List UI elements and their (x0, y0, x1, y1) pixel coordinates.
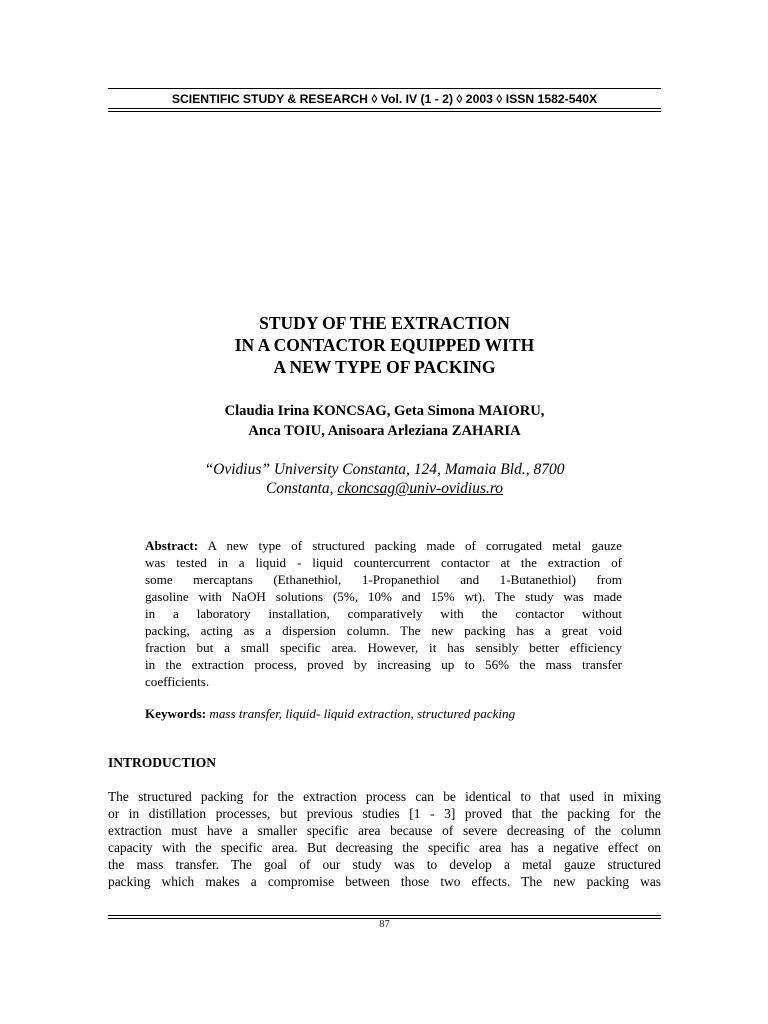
header-rule-top (108, 88, 661, 89)
section-heading: INTRODUCTION (108, 755, 217, 770)
abstract-line: fraction but a small specific area. However, it has sensibly better efficiency (145, 640, 622, 655)
body-line: extraction must have a smaller specific area because of severe decreasing of the column (108, 823, 661, 838)
author-list (108, 401, 661, 441)
title-line: STUDY OF THE EXTRACTION (259, 313, 510, 333)
author-line: Claudia Irina KONCSAG, Geta Simona MAIORU, (224, 403, 545, 419)
abstract (145, 537, 622, 690)
abstract-line: coefficients. (145, 674, 210, 689)
abstract-line (145, 537, 622, 554)
footer-rule-thin (108, 915, 661, 916)
abstract-line: was tested in a liquid - liquid countercurrent contactor at the extraction of (145, 555, 622, 570)
abstract-line: gasoline with NaOH solutions (5%, 10% and 15% wt). The study was made (145, 589, 622, 604)
body-line: or in distillation processes, but previous studies [1 - 3] proved that the packing for the (108, 806, 661, 821)
abstract-line: packing, acting as a dispersion column. The new packing has a great void (145, 623, 622, 638)
body-line: packing which makes a compromise between those two effects. The new packing was (108, 874, 661, 889)
affiliation-line (108, 479, 661, 498)
page-number: 87 (379, 919, 390, 930)
journal-header: SCIENTIFIC STUDY & RESEARCH ◊ Vol. IV (1 - 2) ◊ 2003 ◊ ISSN 1582-540X (171, 92, 598, 106)
author-line: Anca TOIU, Anisoara Arleziana ZAHARIA (248, 423, 521, 439)
abstract-line: in the extraction process, proved by increasing up to 56% the mass transfer (145, 657, 622, 672)
abstract-label: Abstract: (145, 538, 199, 553)
abstract-line: in a laboratory installation, comparatively with the contactor without (145, 606, 622, 621)
keywords-label: Keywords: (145, 706, 207, 721)
body-line: capacity with the specific area. But decreasing the specific area has a negative effect on (108, 840, 661, 855)
body-line: the mass transfer. The goal of our study was to develop a metal gauze structured (108, 857, 661, 872)
keywords-text: mass transfer, liquid- liquid extraction, structured packing (209, 706, 516, 721)
email-link[interactable]: ckoncsag@univ-ovidius.ro (337, 480, 504, 497)
paper-title (108, 312, 661, 378)
header-rule-bottom (108, 108, 661, 109)
header-rule-bottom-thin (108, 111, 661, 112)
affiliation-city: Constanta, (265, 480, 338, 497)
title-line: IN A CONTACTOR EQUIPPED WITH (234, 335, 535, 355)
keywords (145, 705, 622, 722)
affiliation (108, 460, 661, 498)
title-line: A NEW TYPE OF PACKING (273, 357, 496, 377)
body-line: The structured packing for the extraction process can be identical to that used in mixing (108, 789, 661, 804)
introduction-body (108, 788, 661, 890)
abstract-text: A new type of structured packing made of corrugated metal gauze (198, 538, 622, 553)
affiliation-line: “Ovidius” University Constanta, 124, Mamaia Bld., 8700 (204, 461, 565, 478)
abstract-line: some mercaptans (Ethanethiol, 1-Propanethiol and 1-Butanethiol) from (145, 572, 622, 587)
